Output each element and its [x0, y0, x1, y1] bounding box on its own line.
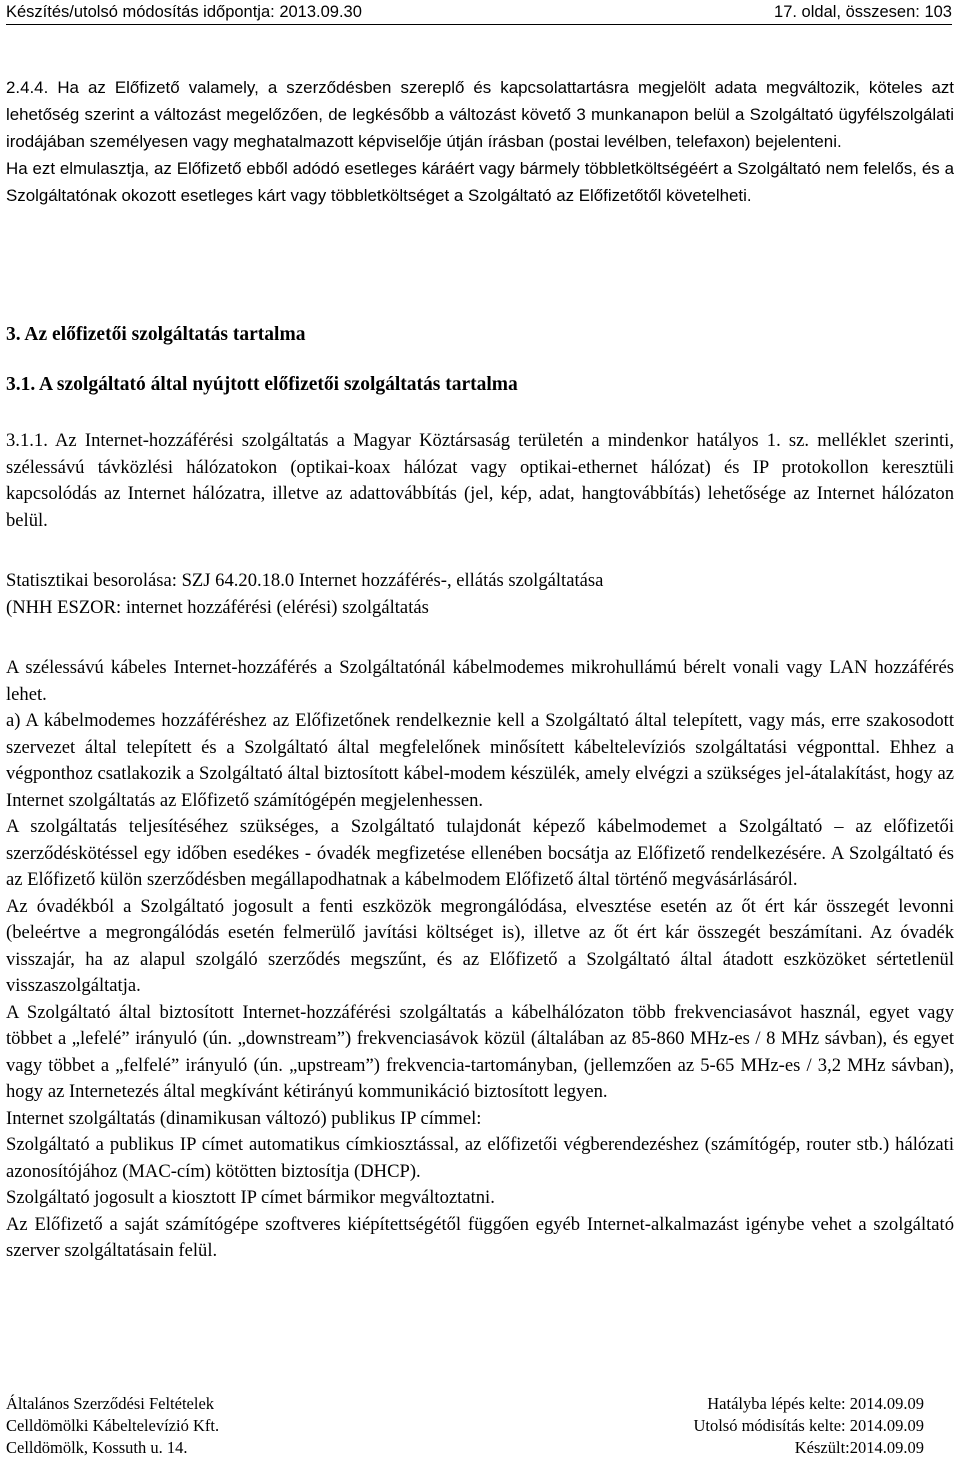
paragraph: A szélessávú kábeles Internet-hozzáférés a Szolgáltatónál kábelmodemes mikrohullámú bérelt vonali vagy LAN hozzáférés lehet.: [6, 657, 954, 705]
statistical-classification: [6, 568, 954, 621]
page-header: [6, 0, 952, 25]
paragraph: a) A kábelmodemes hozzáféréshez az Előfizetőnek rendelkeznie kell a Szolgáltató által telepített, vagy más, erre szakosodott szervezet által telepített és a Szolgáltató által megfelelőnek minősített kábeltelevíziós szolgáltatási végponttal. Ehhez a végponthoz csatlakozik a Szolgáltató által biztosított kábel-modem készülék, amely elvégzi a szükséges jel-átalakítást, hogy az Internet szolgáltatás az Előfizető számítógépén megjelenhessen.: [6, 710, 954, 811]
paragraph: 3.1.1. Az Internet-hozzáférési szolgáltatás a Magyar Köztársaság területén a mindenkor hatályos 1. sz. melléklet szerinti, szélessávú távközlési hálózatokon (optikai-koax hálózat vagy optikai-ethernet hálózat) és IP protokollon keresztüli kapcsolódás az Internet hálózatra, illetve az adattovábbítás (jel, kép, adat, hangtovábbítás) lehetősége az Internet hálózaton belül.: [6, 430, 954, 531]
paragraph: Ha ezt elmulasztja, az Előfizető ebből adódó esetleges káráért vagy bármely többletköltségéért a Szolgáltató nem felelős, és a Szolgáltatónak okozott esetleges kárt vagy többletköltséget a Szolgáltató az Előfizetőtől követelheti.: [6, 159, 954, 205]
paragraph: Az Előfizető a saját számítógépe szoftveres kiépítettségétől függően egyéb Internet-alkalmazást igénybe vehet a szolgáltató szerver szolgáltatásain felül.: [6, 1213, 954, 1261]
section-3-1-title: 3.1. A szolgáltató által nyújtott előfizetői szolgáltatás tartalma: [6, 374, 518, 395]
header-date: Készítés/utolsó módosítás időpontja: 2013.09.30: [6, 3, 362, 21]
section-3-1-1: [6, 428, 954, 534]
footer-effective-date: Hatályba lépés kelte: 2014.09.09: [707, 1394, 924, 1413]
footer-modified-date: Utolsó módisítás kelte: 2014.09.09: [693, 1416, 924, 1435]
footer-company: Celldömölki Kábeltelevízió Kft.: [6, 1416, 220, 1435]
service-description: [6, 655, 954, 1265]
stat-line: (NHH ESZOR: internet hozzáférési (elérési) szolgáltatás: [6, 596, 429, 618]
paragraph: Szolgáltató a publikus IP címet automatikus címkiosztással, az előfizetői végberendezéshez (számítógép, router stb.) hálózati azonosítójához (MAC-cím) kötötten biztosítja (DHCP).: [6, 1134, 954, 1182]
footer-document-name: Általános Szerződési Feltételek: [6, 1394, 215, 1413]
stat-line: Statisztikai besorolása: SZJ 64.20.18.0 Internet hozzáférés-, ellátás szolgáltatása: [6, 570, 604, 591]
header-page-count: 17. oldal, összesen: 103: [774, 3, 952, 21]
footer-created-date: Készült:2014.09.09: [794, 1438, 924, 1457]
paragraph: Szolgáltató jogosult a kiosztott IP címet bármikor megváltoztatni.: [6, 1187, 495, 1208]
page-footer: [6, 1393, 924, 1459]
section-3-title: 3. Az előfizetői szolgáltatás tartalma: [6, 324, 306, 345]
paragraph: A Szolgáltató által biztosított Internet-hozzáférési szolgáltatás a kábelhálózaton több frekvenciasávot használ, egyet vagy többet a „lefelé” irányuló (ún. „downstream”) frekvenciasávok közül (általában az 85-860 MHz-es / 8 MHz sávban), és egyet vagy többet a „felfelé” irányuló (ún. „upstream”) frekvencia-tartományban, (jellemzően az 5-65 MHz-es / 3,2 MHz sávban), hogy az Internetezés által megkívánt kétirányú kommunikáció biztosított legyen.: [6, 1001, 954, 1102]
paragraph: A szolgáltatás teljesítéséhez szükséges, a Szolgáltató tulajdonát képező kábelmodemet a Szolgáltató – az előfizetői szerződéskötéssel egy időben esedékes - óvadék megfizetése ellenében bocsátja az Előfizető rendelkezésére. A Szolgáltató és az Előfizető külön szerződésben megállapodhatnak a kábelmodem Előfizető által történő megvásárlásáról.: [6, 816, 954, 890]
footer-address: Celldömölk, Kossuth u. 14.: [6, 1438, 188, 1457]
paragraph: 2.4.4. Ha az Előfizető valamely, a szerződésben szereplő és kapcsolattartásra megjelölt adata megváltozik, köteles azt lehetőség szerint a változást megelőzően, de legkésőbb a változást követő 3 munkanapon belül a Szolgáltató ügyfélszolgálati irodájában személyesen vagy meghatalmazott képviselője útján írásban (postai levélben, telefaxon) bejelenteni.: [6, 78, 954, 151]
section-2-4-4: [6, 74, 954, 209]
paragraph: Az óvadékból a Szolgáltató jogosult a fenti eszközök megrongálódása, elvesztése esetén az őt ért kár összegét levonni (beleértve a megrongálódás esetén felmerülő javítási költséget is), illetve az őt ért kár összegét beszámítani. Az óvadék visszajár, ha az alapul szolgáló szerződés megszűnt, és az Előfizető a Szolgáltató által átadott eszközöket sértetlenül visszaszolgáltatja.: [6, 895, 954, 996]
paragraph: Internet szolgáltatás (dinamikusan változó) publikus IP címmel:: [6, 1107, 482, 1129]
